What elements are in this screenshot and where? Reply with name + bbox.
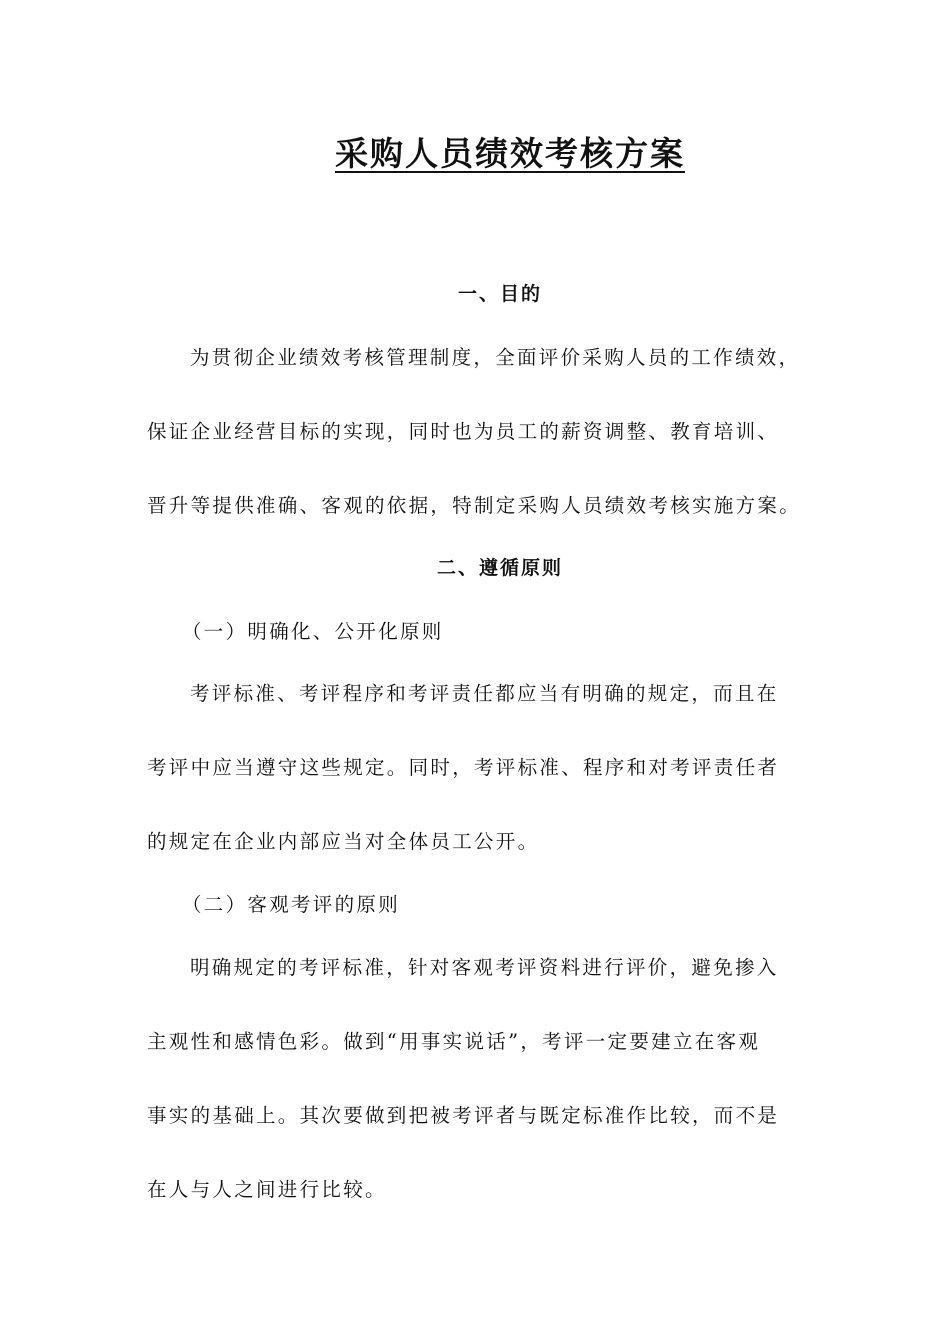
paragraph-line: 明确规定的考评标准，针对客观考评资料进行评价，避免掺入 — [190, 956, 779, 979]
document-title: 采购人员绩效考核方案 — [335, 134, 685, 173]
paragraph-line: 在人与人之间进行比较。 — [147, 1178, 387, 1201]
paragraph-line: 晋升等提供准确、客观的依据，特制定采购人员绩效考核实施方案。 — [147, 494, 802, 517]
paragraph-line: 事实的基础上。其次要做到把被考评者与既定标准作比较，而不是 — [147, 1104, 780, 1127]
paragraph-line: 保证企业经营目标的实现，同时也为员工的薪资调整、教育培训、 — [147, 420, 780, 443]
paragraph-line: 考评中应当遵守这些规定。同时，考评标准、程序和对考评责任者 — [147, 756, 780, 779]
subsection-heading-objectivity: （二）客观考评的原则 — [182, 893, 401, 916]
section-heading-purpose: 一、目的 — [457, 283, 542, 305]
subsection-heading-clarity: （一）明确化、公开化原则 — [182, 620, 444, 643]
paragraph-line: 考评标准、考评程序和考评责任都应当有明确的规定，而且在 — [190, 682, 779, 705]
section-heading-principles: 二、遵循原则 — [436, 557, 563, 579]
paragraph-line: 为贯彻企业绩效考核管理制度，全面评价采购人员的工作绩效， — [190, 346, 801, 369]
paragraph-line: 主观性和感情色彩。做到“用事实说话”，考评一定要建立在客观 — [147, 1030, 761, 1053]
paragraph-line: 的规定在企业内部应当对全体员工公开。 — [147, 830, 540, 853]
